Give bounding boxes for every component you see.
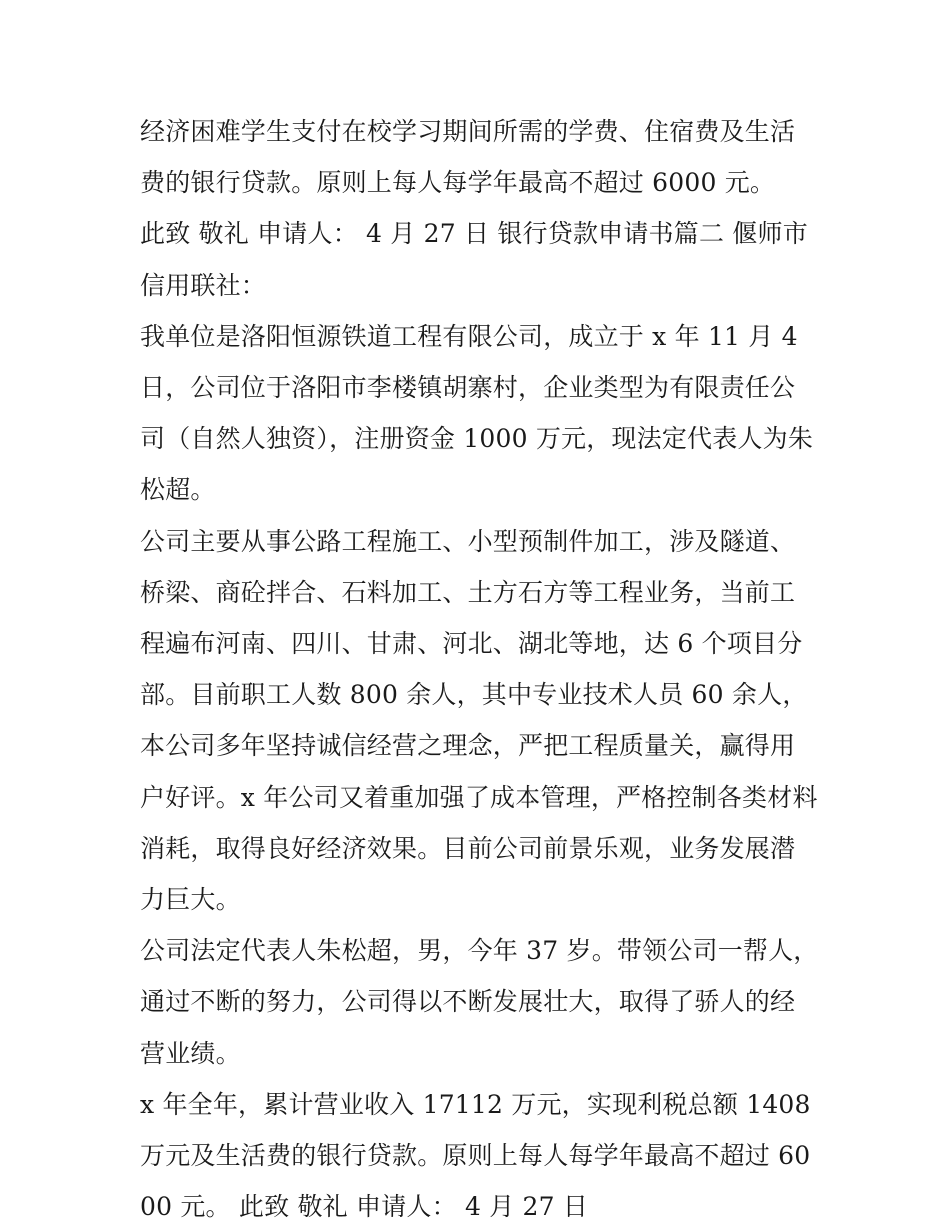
document-body — [140, 106, 820, 1232]
paragraph-annual-revenue: x 年全年，累计营业收入 17112 万元，实现利税总额 1408 万元及生活费的银行贷款。原则上每人每学年最高不超过 6000 元。 此致 敬礼 申请人： 4 月 27 日 — [140, 1089, 811, 1222]
paragraph-legal-representative: 公司法定代表人朱松超，男，今年 37 岁。带领公司一帮人，通过不断的努力，公司得以不断发展壮大，取得了骄人的经营业绩。 — [140, 936, 819, 1068]
paragraph-business-scope: 公司主要从事公路工程施工、小型预制件加工，涉及隧道、桥梁、商砼拌合、石料加工、土方石方等工程业务，当前工程遍布河南、四川、甘肃、河北、湖北等地，达 6 个项目分部。目前职工人数 800 余人，其中专业技术人员 60 余人，本公司多年坚持诚信经营之理念，严把工程质量关，赢得用户好评。x 年公司又着重加强了成本管理，严格控制各类材料消耗，取得良好经济效果。目前公司前景乐观，业务发展潜力巨大。 — [140, 526, 818, 915]
paragraph-closing-and-heading: 此致 敬礼 申请人： 4 月 27 日 银行贷款申请书篇二 偃师市信用联社： — [140, 219, 808, 300]
paragraph-company-intro: 我单位是洛阳恒源铁道工程有限公司，成立于 x 年 11 月 4 日，公司位于洛阳市李楼镇胡寨村，企业类型为有限责任公司（自然人独资），注册资金 1000 万元，现法定代表人为朱松超。 — [140, 321, 814, 505]
paragraph-loan-purpose: 经济困难学生支付在校学习期间所需的学费、住宿费及生活费的银行贷款。原则上每人每学年最高不超过 6000 元。 — [140, 117, 796, 198]
